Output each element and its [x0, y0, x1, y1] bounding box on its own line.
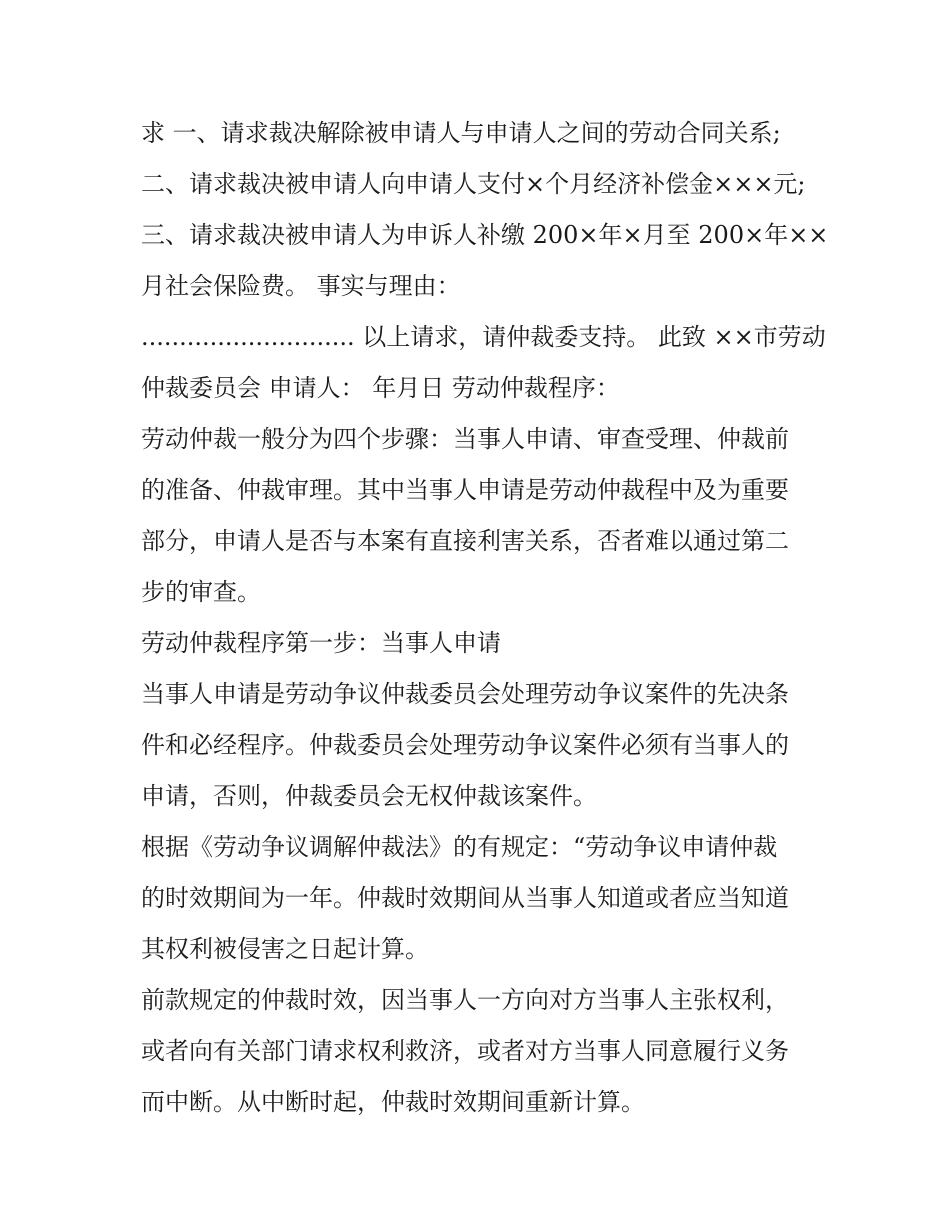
text-line: 步的审查。 — [141, 578, 261, 606]
section-heading: 劳动仲裁程序第一步：当事人申请 — [141, 629, 501, 657]
text-line: 的准备、仲裁审理。其中当事人申请是劳动仲裁程中及为重要 — [141, 476, 789, 504]
text-line: 其权利被侵害之日起计算。 — [141, 935, 429, 963]
text-line: 件和必经程序。仲裁委员会处理劳动争议案件必须有当事人的 — [141, 731, 789, 759]
text-line: 的时效期间为一年。仲裁时效期间从当事人知道或者应当知道 — [141, 884, 789, 912]
text-line: 求 一、请求裁决解除被申请人与申请人之间的劳动合同关系; — [141, 119, 781, 147]
text-line: 仲裁委员会 申请人： 年月日 劳动仲裁程序： — [141, 374, 620, 402]
text-line: 当事人申请是劳动争议仲裁委员会处理劳动争议案件的先决条 — [141, 680, 789, 708]
document-body — [141, 108, 829, 1128]
text-line: 或者向有关部门请求权利救济，或者对方当事人同意履行义务 — [141, 1037, 789, 1065]
text-line: 部分，申请人是否与本案有直接利害关系，否者难以通过第二 — [141, 527, 789, 555]
text-line: 根据《劳动争议调解仲裁法》的有规定：“劳动争议申请仲裁 — [141, 833, 778, 861]
text-line: 前款规定的仲裁时效，因当事人一方向对方当事人主张权利， — [141, 986, 789, 1014]
text-line: 三、请求裁决被申请人为申诉人补缴 200×年×月至 200×年×× — [141, 221, 829, 249]
text-line: 劳动仲裁一般分为四个步骤：当事人申请、审查受理、仲裁前 — [141, 425, 789, 453]
text-line: 二、请求裁决被申请人向申请人支付×个月经济补偿金×××元; — [141, 170, 806, 198]
text-line: ............................ 以上请求，请仲裁委支持。 此致 ××市劳动 — [141, 323, 826, 351]
text-line: 而中断。从中断时起，仲裁时效期间重新计算。 — [141, 1088, 645, 1116]
text-line: 月社会保险费。 事实与理由： — [141, 272, 461, 300]
text-line: 申请，否则，仲裁委员会无权仲裁该案件。 — [141, 782, 597, 810]
